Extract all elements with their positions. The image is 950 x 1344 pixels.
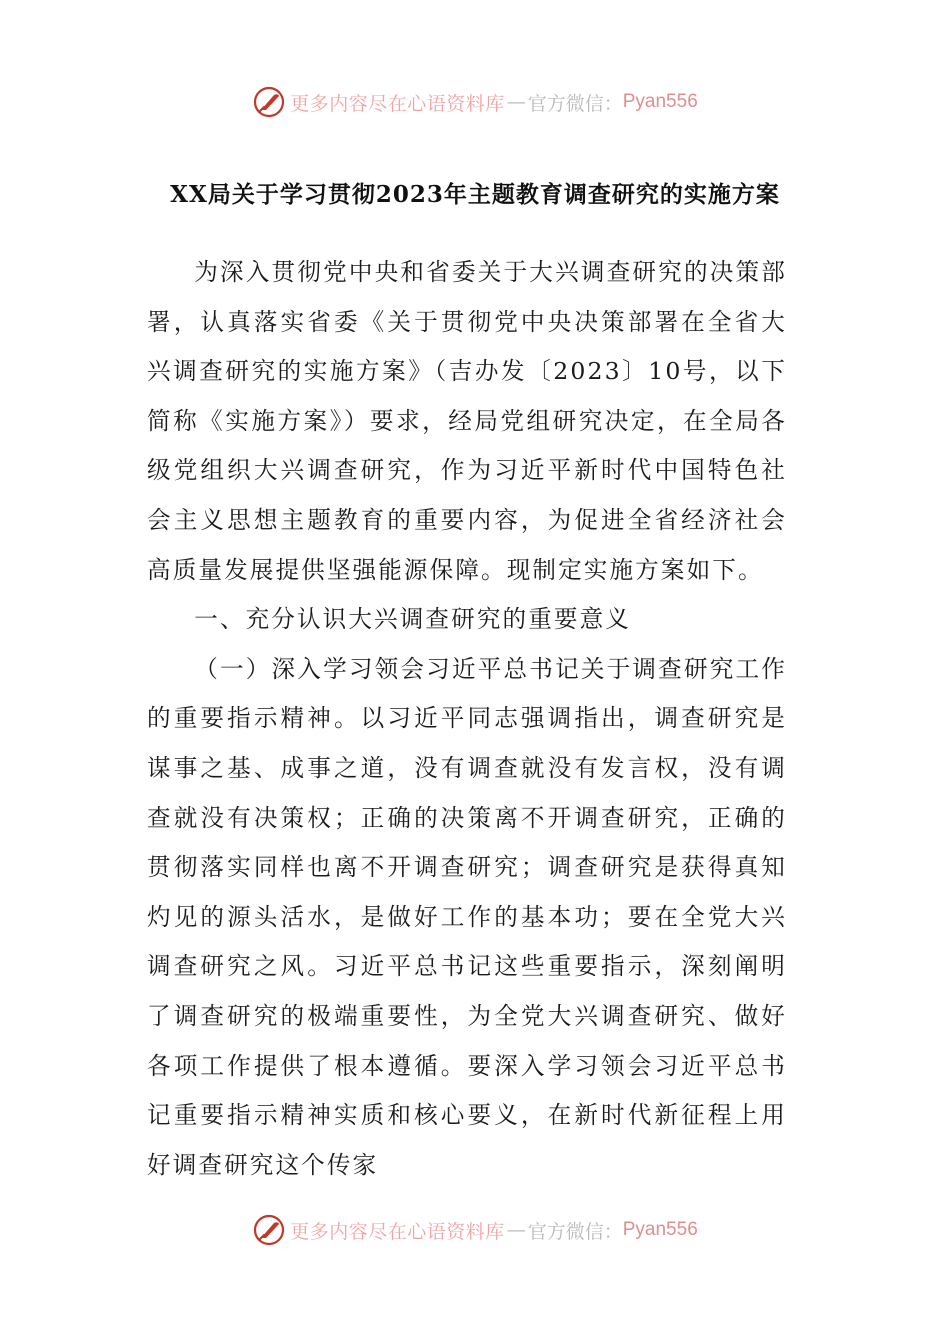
subsection-paragraph: （一）深入学习领会习近平总书记关于调查研究工作的重要指示精神。以习近平同志强调指出，调查研究是谋事之基、成事之道，没有调查就没有发言权，没有调查就没有决策权；正确的决策离不开调查研究，正确的贯彻落实同样也离不开调查研究；调查研究是获得真知灼见的源头活水，是做好工作的基本功；要在全党大兴调查研究之风。习近平总书记这些重要指示，深刻阐明了调查研究的极端重要性，为全党大兴调查研究、做好各项工作提供了根本遵循。要深入学习领会习近平总书记重要指示精神实质和核心要义，在新时代新征程上用好调查研究这个传家 bbox=[147, 654, 787, 1179]
quill-logo-icon bbox=[252, 1213, 286, 1247]
wechat-label: 官方微信： bbox=[527, 1220, 623, 1243]
wechat-label: 官方微信： bbox=[527, 92, 623, 115]
promo-text: 更多内容尽在心语资料库 bbox=[290, 92, 505, 115]
wechat-id: Pyan556 bbox=[622, 91, 698, 112]
intro-paragraph: 为深入贯彻党中央和省委关于大兴调查研究的决策部署，认真落实省委《关于贯彻党中央决策部署在全省大兴调查研究的实施方案》（吉办发〔2023〕10号，以下简称《实施方案》）要求，经局党组研究决定，在全局各级党组织大兴调查研究，作为习近平新时代中国特色社会主义思想主题教育的重要内容，为促进全省经济社会高质量发展提供坚强能源保障。现制定实施方案如下。 bbox=[147, 258, 787, 584]
header-watermark bbox=[0, 80, 950, 124]
footer-watermark bbox=[0, 1208, 950, 1252]
promo-text: 更多内容尽在心语资料库 bbox=[290, 1220, 505, 1243]
separator: — bbox=[506, 1219, 526, 1241]
document-body bbox=[147, 248, 787, 1190]
quill-logo-icon bbox=[252, 85, 286, 119]
separator: — bbox=[506, 91, 526, 113]
wechat-id: Pyan556 bbox=[622, 1219, 698, 1240]
section-heading: 一、充分认识大兴调查研究的重要意义 bbox=[194, 605, 631, 634]
document-title: XX局关于学习贯彻2023年主题教育调查研究的实施方案 bbox=[170, 181, 780, 208]
